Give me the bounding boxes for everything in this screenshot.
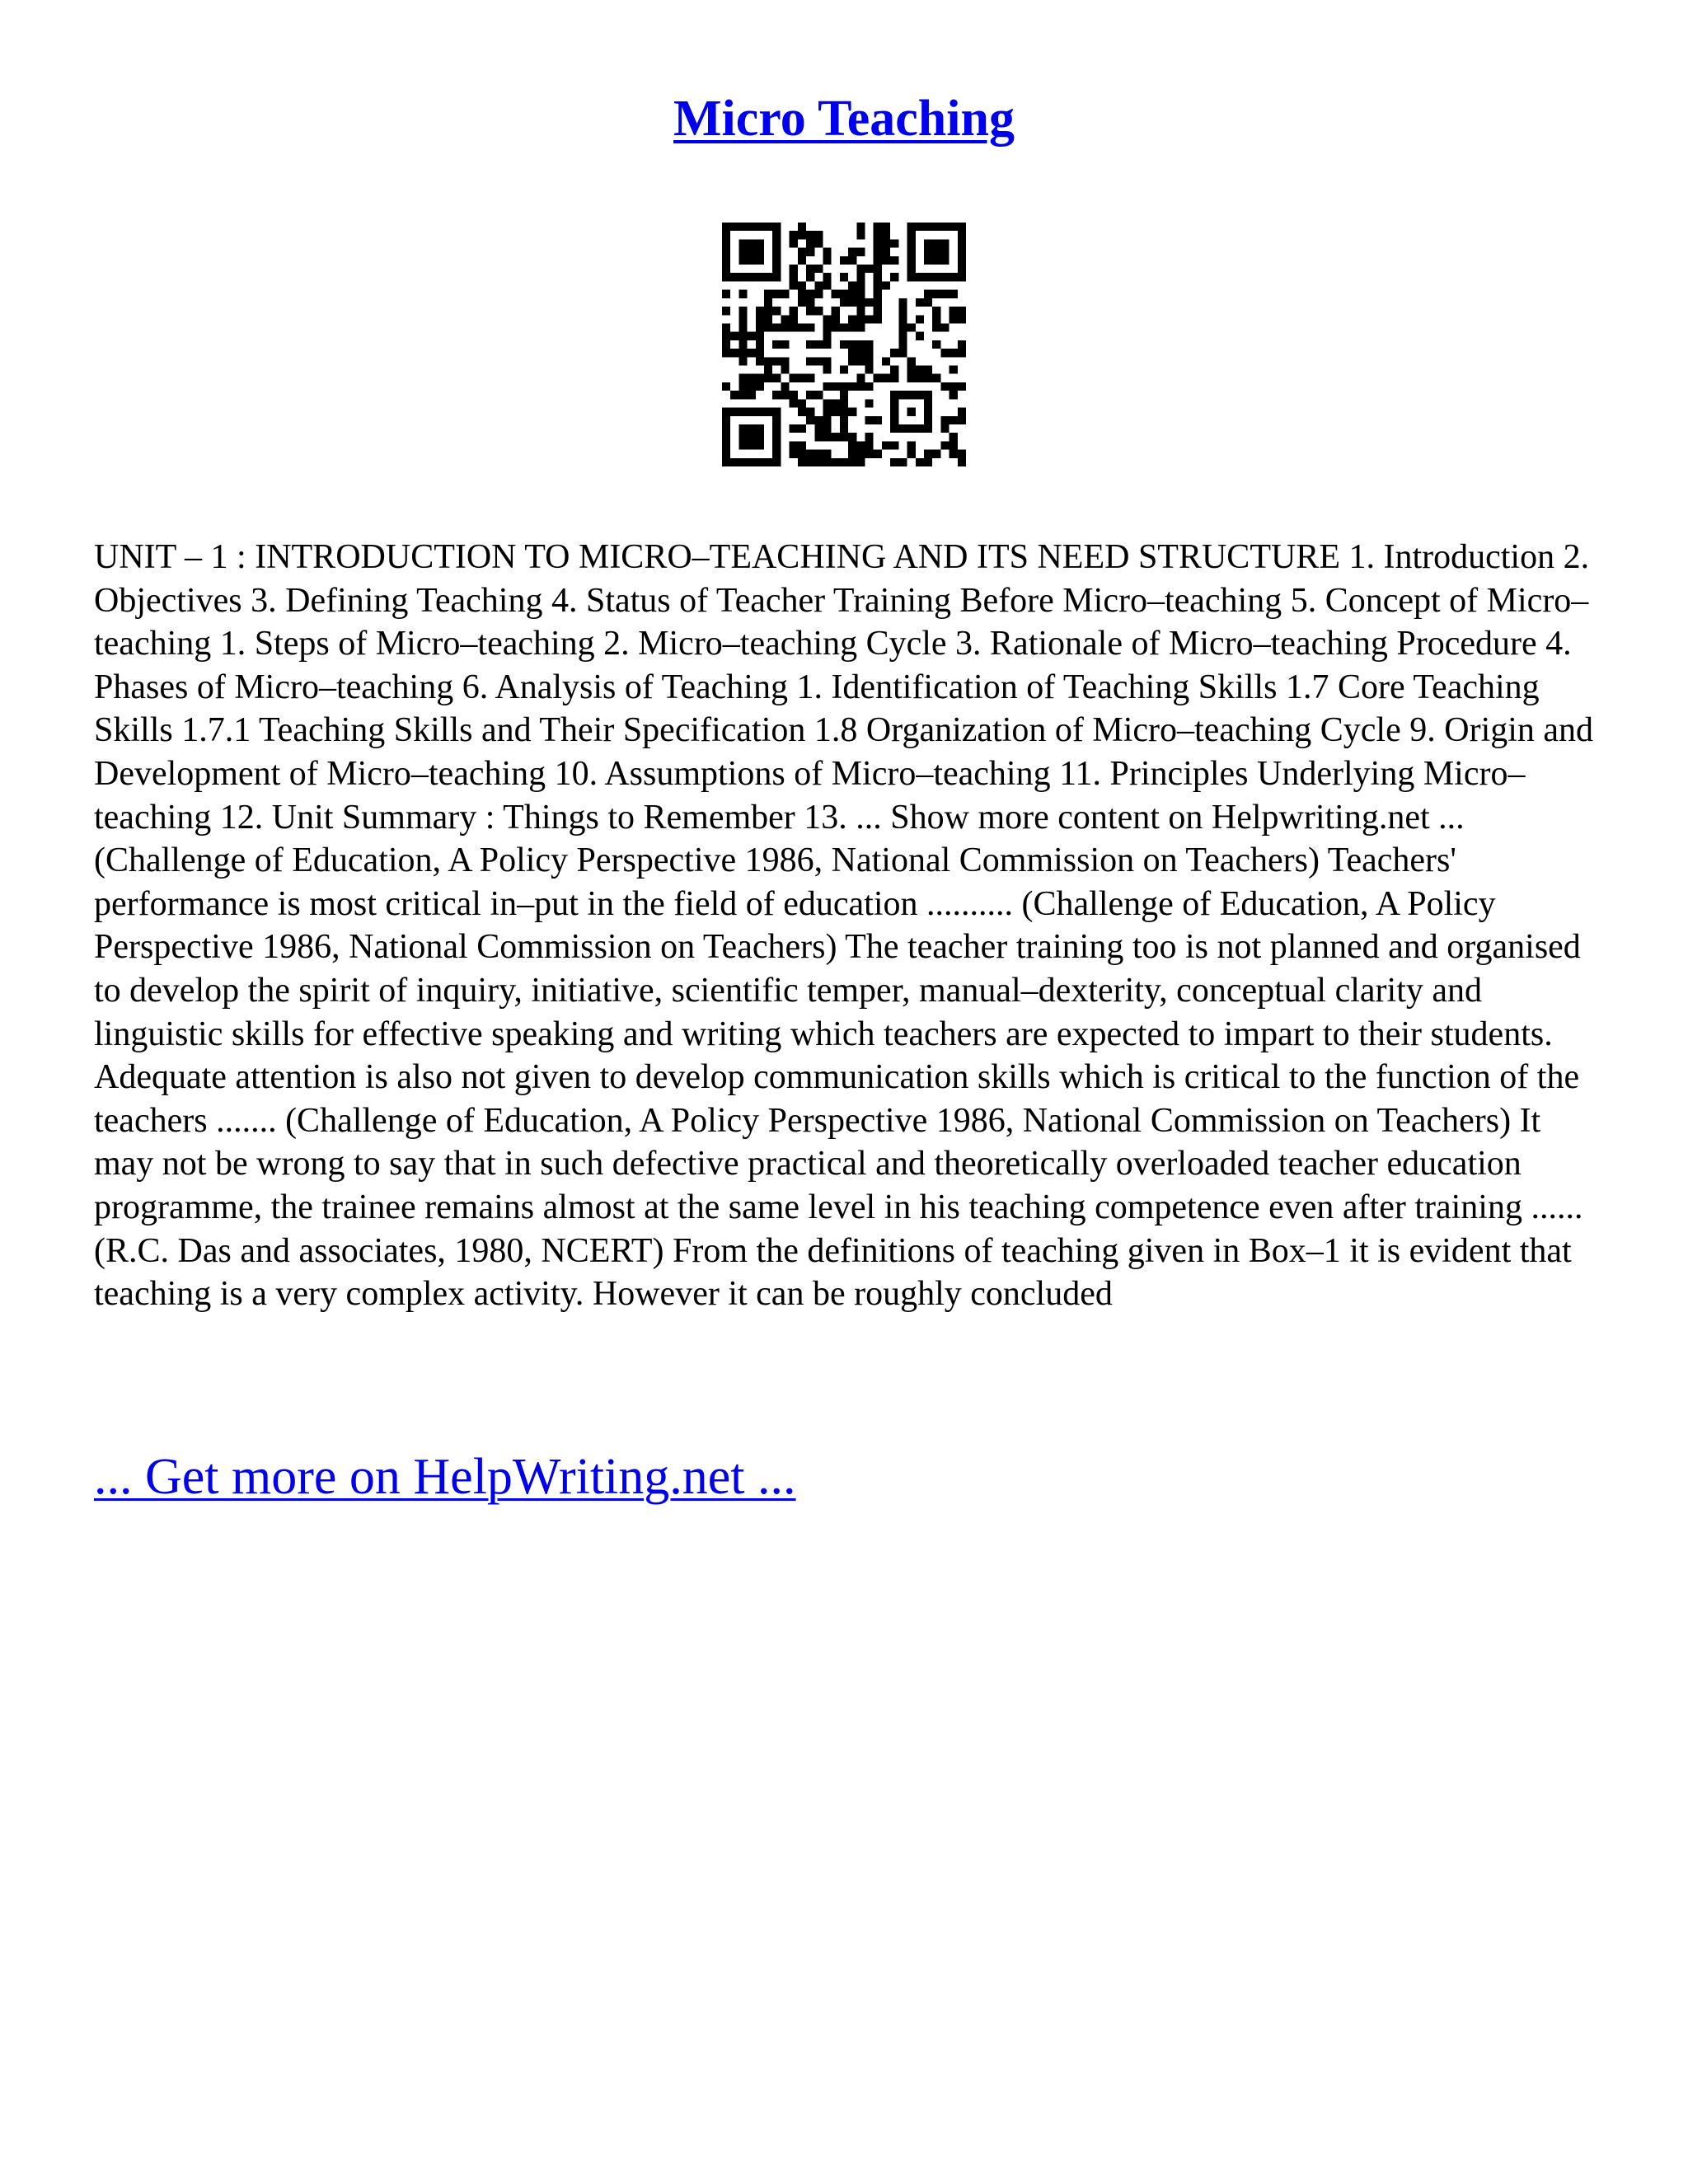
get-more-link[interactable]: ... Get more on HelpWriting.net ...: [94, 1449, 796, 1505]
paragraph-excerpt: (Challenge of Education, A Policy Perspective 1986, National Commission on Teachers) Teachers' performance is most critical in–put in the field of education .......... (Challenge of Education, A Policy Perspective 1986, National Commission on Teachers) The teacher training too is not planned and organised to develop the spirit of inquiry, initiative, scientific temper, manual–dexterity, conceptual clarity and linguistic skills for effective speaking and writing which teachers are expected to impart to their students. Adequate attention is also not given to develop communication skills which is critical to the function of the teachers ....... (Challenge of Education, A Policy Perspective 1986, National Commission on Teachers) It may not be wrong to say that in such defective practical and theoretically overloaded teacher education programme, the trainee remains almost at the same level in his teaching competence even after training ...... (R.C. Das and associates, 1980, NCERT) From the definitions of teaching given in Box–1 it is evident that teaching is a very complex activity. However it can be roughly concluded: [94, 841, 1583, 1314]
paragraph-contents: UNIT – 1 : INTRODUCTION TO MICRO–TEACHING AND ITS NEED STRUCTURE 1. Introduction 2. Objectives 3. Defining Teaching 4. Status of Teacher Training Before Micro–teaching 5. Concept of Micro–teaching 1. Steps of Micro–teaching 2. Micro–teaching Cycle 3. Rationale of Micro–teaching Procedure 4. Phases of Micro–teaching 6. Analysis of Teaching 1. Identification of Teaching Skills 1.7 Core Teaching Skills 1.7.1 Teaching Skills and Their Specification 1.8 Organization of Micro–teaching Cycle 9. Origin and Development of Micro–teaching 10. Assumptions of Micro–teaching 11. Principles Underlying Micro–teaching 12. Unit Summary : Things to Remember 13. ... Show more content on Helpwriting.net ...: [94, 538, 1594, 837]
page-title: [0, 86, 1688, 152]
document-body: [94, 536, 1602, 1316]
qr-code-icon: [722, 223, 966, 466]
title-link[interactable]: Micro Teaching: [673, 91, 1015, 147]
get-more-link-container: [94, 1444, 796, 1510]
